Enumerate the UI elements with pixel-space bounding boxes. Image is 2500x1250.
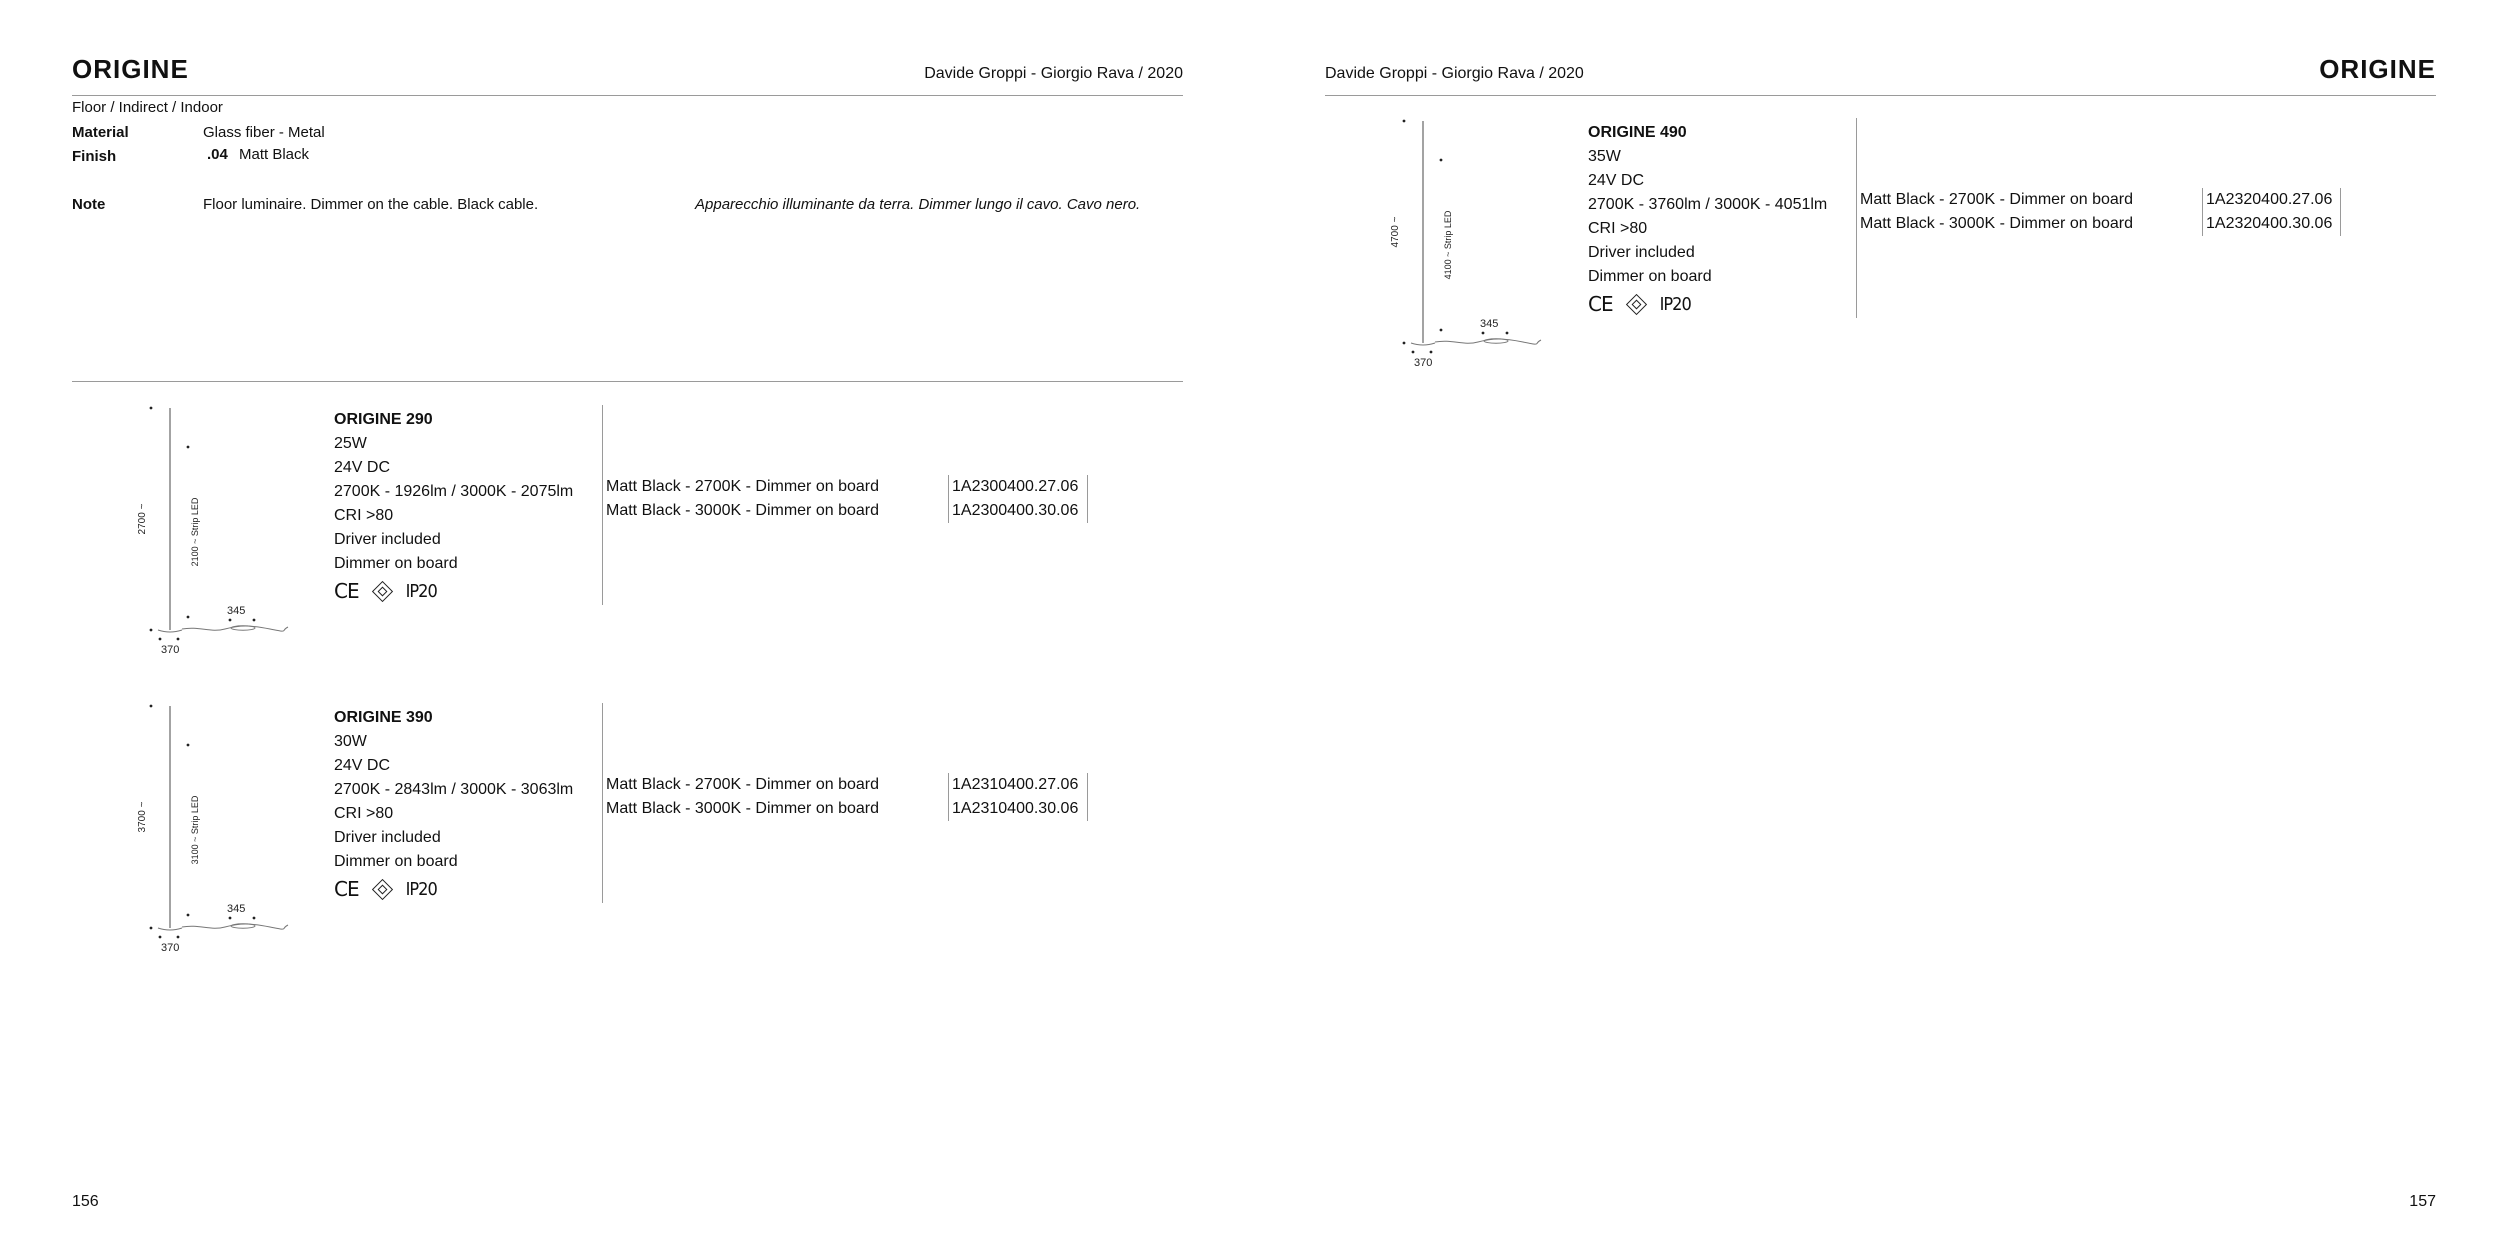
- cert-row: [1588, 289, 1827, 319]
- code-end-rule: [1087, 475, 1088, 523]
- class-iii-inner: [377, 884, 387, 894]
- finish-code: .04: [207, 146, 228, 163]
- page-number-right: 157: [2409, 1193, 2436, 1210]
- base-tick-left: [159, 936, 162, 939]
- spec-item: Driver included: [334, 531, 441, 548]
- page-title-left: ORIGINE: [72, 54, 189, 84]
- foot-tick-left: [229, 619, 232, 622]
- lamp-base: [158, 928, 182, 930]
- spec-item: CRI >80: [334, 507, 394, 524]
- base-dimension: 370: [161, 942, 180, 954]
- code-separator: [948, 475, 949, 523]
- column-separator: [602, 405, 603, 605]
- height-dimension: 2700 ~: [137, 503, 148, 535]
- spec-item: Dimmer on board: [334, 853, 458, 870]
- strip-tick-top: [187, 446, 190, 449]
- code-separator: [2202, 188, 2203, 236]
- ip-rating: IP20: [405, 878, 437, 900]
- height-dimension: 4700 ~: [1390, 216, 1401, 248]
- foot-tick-left: [1482, 332, 1485, 335]
- class-iii-inner: [377, 586, 387, 596]
- variant-code: 1A2320400.27.06: [2206, 191, 2333, 208]
- column-separator: [1856, 118, 1857, 318]
- variant-description: Matt Black - 3000K - Dimmer on board: [606, 800, 879, 817]
- strip-dimension: 3100 ~ Strip LED: [190, 795, 200, 865]
- base-tick-right: [177, 936, 180, 939]
- spec-item: 2700K - 3760lm / 3000K - 4051lm: [1588, 196, 1828, 213]
- product-name: ORIGINE 490: [1588, 124, 1687, 141]
- column-separator: [602, 703, 603, 903]
- finish-label: Finish: [72, 148, 117, 165]
- lamp-drawing: [130, 703, 290, 963]
- spec-item: 25W: [334, 435, 367, 452]
- spec-item: 24V DC: [334, 757, 391, 774]
- foot-dimension: 345: [227, 903, 246, 915]
- strip-tick-bottom: [187, 914, 190, 917]
- foot-tick-right: [253, 619, 256, 622]
- section-rule: [72, 381, 1183, 382]
- ip-rating: IP20: [405, 580, 437, 602]
- spec-item: CRI >80: [334, 805, 394, 822]
- code-end-rule: [1087, 773, 1088, 821]
- base-dimension: 370: [1414, 357, 1433, 369]
- cert-row: [334, 874, 573, 904]
- variant-code: 1A2320400.30.06: [2206, 215, 2333, 232]
- product-name: ORIGINE 390: [334, 709, 433, 726]
- dim-tick-top: [150, 705, 153, 708]
- spec-column: [334, 408, 573, 606]
- lamp-cable: [1435, 339, 1541, 344]
- spec-item: Dimmer on board: [334, 555, 458, 572]
- base-tick-left: [159, 638, 162, 641]
- variant-code: 1A2300400.27.06: [952, 478, 1079, 495]
- code-separator: [948, 773, 949, 821]
- spec-item: Driver included: [334, 829, 441, 846]
- strip-tick-top: [1440, 159, 1443, 162]
- spec-item: 2700K - 2843lm / 3000K - 3063lm: [334, 781, 574, 798]
- ce-mark-icon: CE: [334, 877, 359, 901]
- page-number-left: 156: [72, 1193, 99, 1210]
- ce-mark-icon: CE: [334, 579, 359, 603]
- spec-item: Driver included: [1588, 244, 1695, 261]
- spec-item: CRI >80: [1588, 220, 1648, 237]
- variant-code: 1A2310400.30.06: [952, 800, 1079, 817]
- ip-rating: IP20: [1659, 293, 1691, 315]
- variant-code: 1A2300400.30.06: [952, 502, 1079, 519]
- variant-code: 1A2310400.27.06: [952, 776, 1079, 793]
- note-label: Note: [72, 196, 106, 213]
- lamp-cable: [182, 626, 288, 631]
- dim-tick-top: [150, 407, 153, 410]
- spec-item: 24V DC: [334, 459, 391, 476]
- lamp-cable: [182, 924, 288, 929]
- height-dimension: 3700 ~: [137, 801, 148, 833]
- class-iii-inner: [1631, 299, 1641, 309]
- foot-dimension: 345: [1480, 318, 1499, 330]
- lamp-base: [158, 630, 182, 632]
- spec-column: [1588, 121, 1827, 319]
- foot-tick-right: [253, 917, 256, 920]
- ce-mark-icon: CE: [1588, 292, 1613, 316]
- strip-dimension: 2100 ~ Strip LED: [190, 497, 200, 567]
- base-tick-right: [177, 638, 180, 641]
- cert-row: [334, 576, 573, 606]
- material-value: Glass fiber - Metal: [203, 124, 325, 141]
- spec-item: 2700K - 1926lm / 3000K - 2075lm: [334, 483, 574, 500]
- class-iii-icon: [1626, 293, 1647, 314]
- designers-left: Davide Groppi - Giorgio Rava / 2020: [924, 65, 1183, 82]
- class-iii-icon: [372, 878, 393, 899]
- page-title-right: ORIGINE: [2319, 54, 2436, 84]
- foot-dimension: 345: [227, 605, 246, 617]
- lamp-drawing: [130, 405, 290, 665]
- spec-column: [334, 706, 573, 904]
- category-label: Floor / Indirect / Indoor: [72, 99, 223, 116]
- spec-item: Dimmer on board: [1588, 268, 1712, 285]
- header-rule-right: [1325, 95, 2436, 96]
- code-end-rule: [2340, 188, 2341, 236]
- variant-description: Matt Black - 3000K - Dimmer on board: [606, 502, 879, 519]
- variant-description: Matt Black - 2700K - Dimmer on board: [1860, 191, 2133, 208]
- spec-item: 35W: [1588, 148, 1621, 165]
- base-tick-left: [1412, 351, 1415, 354]
- base-tick-right: [1430, 351, 1433, 354]
- dim-tick-bottom: [1403, 342, 1406, 345]
- spec-item: 24V DC: [1588, 172, 1645, 189]
- dim-tick-top: [1403, 120, 1406, 123]
- dim-tick-bottom: [150, 629, 153, 632]
- strip-dimension: 4100 ~ Strip LED: [1443, 210, 1453, 280]
- class-iii-icon: [372, 580, 393, 601]
- material-label: Material: [72, 124, 129, 141]
- foot-tick-right: [1506, 332, 1509, 335]
- foot-tick-left: [229, 917, 232, 920]
- strip-tick-bottom: [1440, 329, 1443, 332]
- designers-right: Davide Groppi - Giorgio Rava / 2020: [1325, 65, 1584, 82]
- variant-description: Matt Black - 2700K - Dimmer on board: [606, 776, 879, 793]
- spec-item: 30W: [334, 733, 367, 750]
- strip-tick-bottom: [187, 616, 190, 619]
- header-rule-left: [72, 95, 1183, 96]
- lamp-base: [1411, 343, 1435, 345]
- variant-description: Matt Black - 2700K - Dimmer on board: [606, 478, 879, 495]
- strip-tick-top: [187, 744, 190, 747]
- product-name: ORIGINE 290: [334, 411, 433, 428]
- variant-description: Matt Black - 3000K - Dimmer on board: [1860, 215, 2133, 232]
- lamp-drawing: [1383, 118, 1543, 378]
- base-dimension: 370: [161, 644, 180, 656]
- finish-value: Matt Black: [239, 146, 310, 163]
- dim-tick-bottom: [150, 927, 153, 930]
- note-english: Floor luminaire. Dimmer on the cable. Black cable.: [203, 196, 539, 213]
- note-italian: Apparecchio illuminante da terra. Dimmer lungo il cavo. Cavo nero.: [695, 196, 1141, 213]
